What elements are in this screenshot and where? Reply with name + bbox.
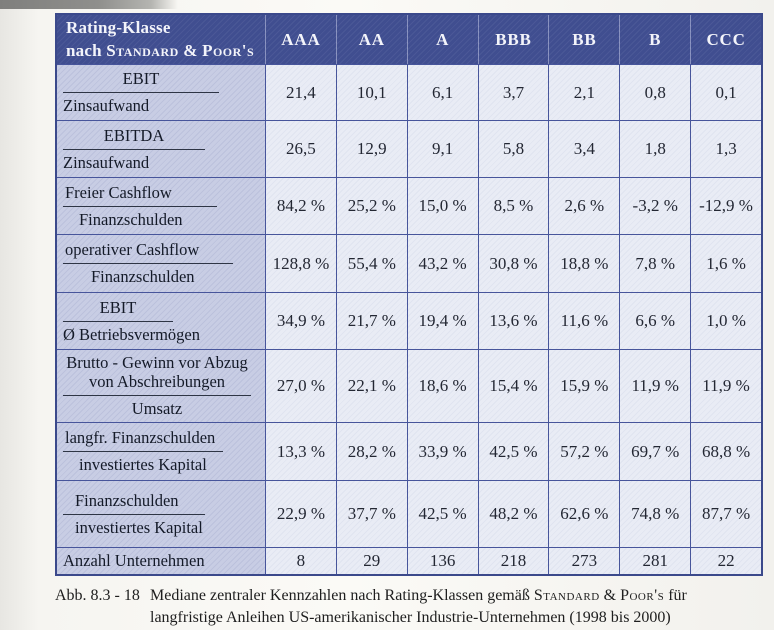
value-cell: 21,7 %	[336, 292, 407, 349]
value-cell: 6,6 %	[619, 292, 690, 349]
caption-text: Mediane zentraler Kennzahlen nach Rating-Klassen gemäß Standard & Poor's für langfristige Anleihen US-amerikanischer Industrie-Unternehmen (1998 bis 2000)	[150, 587, 687, 626]
metric-label-ebitda-zinsaufwand	[57, 120, 265, 177]
value-cell: 57,2 %	[548, 422, 619, 480]
value-cell: 7,8 %	[619, 234, 690, 292]
value-cell: 11,6 %	[548, 292, 619, 349]
value-cell: 13,6 %	[478, 292, 549, 349]
fraction-numerator: EBIT	[63, 298, 173, 322]
value-cell: 30,8 %	[478, 234, 549, 292]
value-cell: 37,7 %	[336, 480, 407, 547]
value-cell: 1,6 %	[690, 234, 761, 292]
scan-edge-artifact	[0, 0, 178, 9]
value-cell: 281	[619, 547, 690, 574]
value-cell: 33,9 %	[407, 422, 478, 480]
value-cell: 128,8 %	[265, 234, 336, 292]
brand-poors: Poor's	[202, 40, 255, 60]
value-cell: 48,2 %	[478, 480, 549, 547]
value-cell: 21,4	[265, 64, 336, 120]
value-cell: 1,3	[690, 120, 761, 177]
metric-label-langfr-finanzschulden	[57, 422, 265, 480]
metric-label-bruttogewinn-umsatz	[57, 349, 265, 422]
value-cell: 29	[336, 547, 407, 574]
fraction-denominator: Finanzschulden	[79, 209, 183, 229]
fraction-denominator: investiertes Kapital	[75, 517, 203, 537]
fraction-numerator: Brutto - Gewinn vor Abzug von Abschreibungen	[63, 353, 251, 396]
value-cell: 22,1 %	[336, 349, 407, 422]
value-cell: 87,7 %	[690, 480, 761, 547]
value-cell: 84,2 %	[265, 177, 336, 234]
value-cell: 8,5 %	[478, 177, 549, 234]
fraction-numerator: EBITDA	[63, 126, 205, 150]
value-cell: 15,4 %	[478, 349, 549, 422]
value-cell: 218	[478, 547, 549, 574]
value-cell: 28,2 %	[336, 422, 407, 480]
metric-label-ebit-betriebsvermoegen	[57, 292, 265, 349]
column-header-bbb: BBB	[478, 15, 549, 64]
fraction-numerator: langfr. Finanzschulden	[63, 428, 223, 452]
value-cell: 0,1	[690, 64, 761, 120]
ratings-table	[55, 13, 763, 576]
fraction-numerator: Finanzschulden	[63, 491, 205, 515]
value-cell: 19,4 %	[407, 292, 478, 349]
fraction-numerator: operativer Cashflow	[63, 240, 233, 264]
value-cell: 136	[407, 547, 478, 574]
column-header-aa: AA	[336, 15, 407, 64]
metric-label-finanzschulden-kapital	[57, 480, 265, 547]
fraction-denominator: Zinsaufwand	[63, 96, 150, 116]
value-cell: 27,0 %	[265, 349, 336, 422]
value-cell: 11,9 %	[619, 349, 690, 422]
value-cell: 25,2 %	[336, 177, 407, 234]
figure-caption	[55, 585, 755, 628]
value-cell: 69,7 %	[619, 422, 690, 480]
value-cell: 11,9 %	[690, 349, 761, 422]
table-title-line1: Rating-Klasse	[66, 18, 171, 38]
metric-label-anzahl-unternehmen: Anzahl Unternehmen	[57, 547, 265, 574]
value-cell: 68,8 %	[690, 422, 761, 480]
metric-label-ebit-zinsaufwand	[57, 64, 265, 120]
value-cell: 3,7	[478, 64, 549, 120]
fraction-denominator: Ø Betriebsvermögen	[63, 324, 201, 344]
metric-label-freier-cashflow	[57, 177, 265, 234]
value-cell: 5,8	[478, 120, 549, 177]
brand-standard: Standard	[533, 587, 600, 604]
value-cell: -3,2 %	[619, 177, 690, 234]
value-cell: 2,1	[548, 64, 619, 120]
value-cell: 74,8 %	[619, 480, 690, 547]
value-cell: 273	[548, 547, 619, 574]
value-cell: 10,1	[336, 64, 407, 120]
value-cell: 22,9 %	[265, 480, 336, 547]
metric-label-operativer-cashflow	[57, 234, 265, 292]
value-cell: 9,1	[407, 120, 478, 177]
value-cell: 43,2 %	[407, 234, 478, 292]
column-header-b: B	[619, 15, 690, 64]
value-cell: 3,4	[548, 120, 619, 177]
value-cell: 2,6 %	[548, 177, 619, 234]
caption-label: Abb. 8.3 - 18	[55, 587, 140, 604]
value-cell: 62,6 %	[548, 480, 619, 547]
column-header-ccc: CCC	[690, 15, 761, 64]
column-header-a: A	[407, 15, 478, 64]
table-title-cell	[57, 15, 265, 64]
fraction-numerator: EBIT	[63, 69, 219, 93]
value-cell: 22	[690, 547, 761, 574]
value-cell: 1,8	[619, 120, 690, 177]
value-cell: 26,5	[265, 120, 336, 177]
value-cell: 18,6 %	[407, 349, 478, 422]
value-cell: 42,5 %	[478, 422, 549, 480]
fraction-denominator: Finanzschulden	[91, 267, 195, 287]
value-cell: 42,5 %	[407, 480, 478, 547]
value-cell: 18,8 %	[548, 234, 619, 292]
value-cell: 1,0 %	[690, 292, 761, 349]
value-cell: 15,9 %	[548, 349, 619, 422]
table-title: Rating-Klasse nach Standard & Poor's	[66, 18, 255, 60]
value-cell: 6,1	[407, 64, 478, 120]
value-cell: 13,3 %	[265, 422, 336, 480]
fraction-numerator: Freier Cashflow	[63, 183, 217, 207]
value-cell: -12,9 %	[690, 177, 761, 234]
fraction-denominator: Umsatz	[131, 399, 183, 419]
value-cell: 12,9	[336, 120, 407, 177]
fraction-denominator: Zinsaufwand	[63, 152, 150, 172]
value-cell: 34,9 %	[265, 292, 336, 349]
brand-standard: Standard	[106, 40, 179, 60]
value-cell: 55,4 %	[336, 234, 407, 292]
brand-poors: Poor's	[620, 587, 665, 604]
value-cell: 0,8	[619, 64, 690, 120]
fraction-denominator: investiertes Kapital	[79, 455, 207, 475]
column-header-bb: BB	[548, 15, 619, 64]
column-header-aaa: AAA	[265, 15, 336, 64]
value-cell: 15,0 %	[407, 177, 478, 234]
value-cell: 8	[265, 547, 336, 574]
